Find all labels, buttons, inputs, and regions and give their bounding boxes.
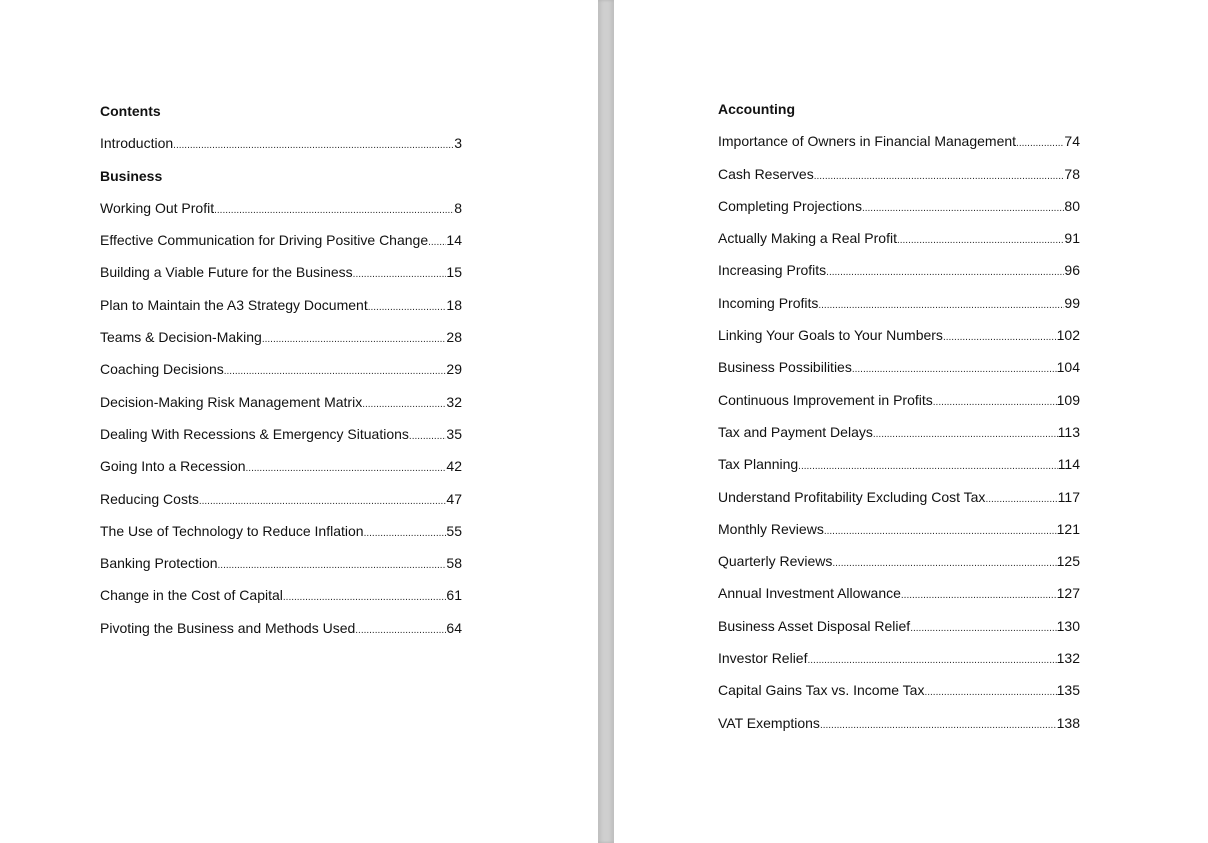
toc-entry-page: 32 <box>446 393 462 410</box>
dot-leader <box>224 362 447 382</box>
toc-entry-title: Plan to Maintain the A3 Strategy Document <box>100 296 368 313</box>
toc-entry-title: Understand Profitability Excluding Cost Tax <box>718 488 986 505</box>
toc-entry-page: 96 <box>1064 262 1080 279</box>
toc-entry[interactable] <box>718 131 1080 151</box>
toc-entry-page: 42 <box>446 458 462 475</box>
toc-column-left <box>100 101 462 650</box>
toc-entry[interactable] <box>718 325 1080 345</box>
dot-leader <box>368 298 447 318</box>
toc-entry[interactable] <box>100 424 462 444</box>
dot-leader <box>173 136 454 156</box>
toc-entry-title: Continuous Improvement in Profits <box>718 391 933 408</box>
toc-entry-title: Capital Gains Tax vs. Income Tax <box>718 682 925 699</box>
toc-entry[interactable] <box>718 390 1080 410</box>
dot-leader <box>852 360 1057 380</box>
page-gutter <box>598 0 614 843</box>
toc-entry-title: Cash Reserves <box>718 165 814 182</box>
toc-entry[interactable] <box>718 616 1080 636</box>
toc-entry-title: Change in the Cost of Capital <box>100 587 283 604</box>
toc-entry-page: 104 <box>1056 359 1080 376</box>
toc-entry[interactable] <box>100 230 462 250</box>
toc-entry[interactable] <box>100 198 462 218</box>
dot-leader <box>246 459 447 479</box>
toc-entry[interactable] <box>718 260 1080 280</box>
toc-entry-page: 18 <box>446 296 462 313</box>
section-heading-accounting: Accounting <box>718 101 795 117</box>
toc-entry-title: Tax Planning <box>718 456 799 473</box>
toc-entry[interactable] <box>718 519 1080 539</box>
dot-leader <box>897 231 1064 251</box>
toc-entry-page: 130 <box>1056 617 1080 634</box>
toc-entry-page: 80 <box>1064 197 1080 214</box>
toc-entry-page: 8 <box>454 199 462 216</box>
toc-entry-page: 114 <box>1057 456 1080 473</box>
toc-entry[interactable] <box>100 618 462 638</box>
toc-entry-page: 58 <box>446 555 462 572</box>
toc-entry-title: Working Out Profit <box>100 199 215 216</box>
toc-entry[interactable] <box>718 228 1080 248</box>
toc-entry-title: Completing Projections <box>718 197 862 214</box>
toc-entry-title: Increasing Profits <box>718 262 827 279</box>
dot-leader <box>814 167 1065 187</box>
toc-entry[interactable] <box>100 327 462 347</box>
section-heading-business: Business <box>100 167 163 184</box>
toc-entry-page: 28 <box>446 329 462 346</box>
dot-leader <box>428 233 446 253</box>
toc-entry-title: Business Asset Disposal Relief <box>718 617 911 634</box>
toc-entry[interactable] <box>100 489 462 509</box>
toc-entry-page: 109 <box>1056 391 1080 408</box>
dot-leader <box>901 586 1057 606</box>
dot-leader <box>943 328 1057 348</box>
toc-entry-page: 47 <box>446 490 462 507</box>
toc-entry-title: Banking Protection <box>100 555 218 572</box>
toc-entry-title: Reducing Costs <box>100 490 199 507</box>
toc-entry[interactable] <box>718 164 1080 184</box>
toc-entry-page: 15 <box>446 264 462 281</box>
toc-entry[interactable] <box>718 196 1080 216</box>
toc-entry[interactable] <box>718 680 1080 700</box>
toc-entry[interactable] <box>100 456 462 476</box>
toc-entry-title: Pivoting the Business and Methods Used <box>100 619 356 636</box>
dot-leader <box>826 263 1064 283</box>
dot-leader <box>353 265 447 285</box>
dot-leader <box>818 296 1064 316</box>
toc-entry-title: Teams & Decision-Making <box>100 329 262 346</box>
toc-entry-page: 113 <box>1057 423 1080 440</box>
dot-leader <box>862 199 1064 219</box>
toc-entry[interactable] <box>718 487 1080 507</box>
contents-heading: Contents <box>100 103 161 119</box>
toc-entry[interactable] <box>100 585 462 605</box>
toc-entry-page: 64 <box>446 619 462 636</box>
toc-entry-page: 135 <box>1056 682 1080 699</box>
toc-entry-page: 125 <box>1056 553 1080 570</box>
dot-leader <box>1016 134 1064 154</box>
toc-entry[interactable] <box>718 422 1080 442</box>
dot-leader <box>873 425 1058 445</box>
dot-leader <box>362 395 446 415</box>
toc-entry-title: VAT Exemptions <box>718 714 820 731</box>
toc-entry-page: 102 <box>1056 327 1080 344</box>
dot-leader <box>807 651 1056 671</box>
dot-leader <box>985 490 1057 510</box>
toc-entry[interactable] <box>718 357 1080 377</box>
dot-leader <box>910 619 1056 639</box>
toc-entry[interactable] <box>718 648 1080 668</box>
toc-entry-page: 61 <box>446 587 462 604</box>
toc-entry-title: Tax and Payment Delays <box>718 423 873 440</box>
toc-entry-page: 78 <box>1064 165 1080 182</box>
toc-entry-title: Decision-Making Risk Management Matrix <box>100 393 363 410</box>
toc-column-right <box>718 99 1080 745</box>
toc-entry-page: 29 <box>446 361 462 378</box>
right-page <box>614 0 1208 843</box>
toc-list-business <box>100 198 462 638</box>
left-page <box>0 0 598 843</box>
toc-entry-page: 14 <box>446 232 462 249</box>
dot-leader <box>798 457 1058 477</box>
toc-entry-page: 117 <box>1057 488 1080 505</box>
toc-entry-page: 132 <box>1056 650 1080 667</box>
dot-leader <box>199 492 447 512</box>
toc-entry-title: Quarterly Reviews <box>718 553 833 570</box>
dot-leader <box>824 522 1057 542</box>
dot-leader <box>364 524 447 544</box>
toc-entry[interactable] <box>718 293 1080 313</box>
toc-entry[interactable] <box>718 583 1080 603</box>
toc-entry-page: 99 <box>1064 294 1080 311</box>
dot-leader <box>924 683 1056 703</box>
toc-entry-title: Linking Your Goals to Your Numbers <box>718 327 943 344</box>
toc-entry-page: 127 <box>1056 585 1080 602</box>
toc-entry-page: 35 <box>446 425 462 442</box>
toc-entry[interactable] <box>718 551 1080 571</box>
dot-leader <box>820 716 1057 736</box>
toc-entry-title: Dealing With Recessions & Emergency Situations <box>100 425 409 442</box>
toc-entry[interactable] <box>100 262 462 282</box>
toc-entry-title: Investor Relief <box>718 650 808 667</box>
toc-entry-title: Business Possibilities <box>718 359 852 376</box>
dot-leader <box>933 393 1057 413</box>
toc-entry[interactable] <box>100 392 462 412</box>
toc-entry[interactable] <box>718 713 1080 733</box>
dot-leader <box>355 621 446 641</box>
toc-entry-title: Importance of Owners in Financial Management <box>718 133 1017 150</box>
dot-leader <box>218 556 447 576</box>
toc-entry-page: 138 <box>1056 714 1080 731</box>
toc-entry-title: Building a Viable Future for the Business <box>100 264 353 281</box>
dot-leader <box>262 330 447 350</box>
toc-entry-title: Actually Making a Real Profit <box>718 230 897 247</box>
toc-entry-title: Introduction <box>100 135 174 152</box>
toc-entry-title: Going Into a Recession <box>100 458 246 475</box>
toc-list-accounting <box>718 131 1080 732</box>
toc-entry-title: Incoming Profits <box>718 294 819 311</box>
toc-entry-title: The Use of Technology to Reduce Inflation <box>100 522 364 539</box>
toc-entry[interactable] <box>100 295 462 315</box>
dot-leader <box>409 427 447 447</box>
toc-entry[interactable] <box>100 553 462 573</box>
dot-leader <box>283 588 447 608</box>
toc-entry-title: Coaching Decisions <box>100 361 224 378</box>
toc-entry-title: Effective Communication for Driving Positive Change <box>100 232 429 249</box>
toc-entry-page: 74 <box>1064 133 1080 150</box>
toc-entry-title: Monthly Reviews <box>718 520 824 537</box>
toc-entry[interactable] <box>100 359 462 379</box>
toc-entry[interactable] <box>718 454 1080 474</box>
toc-entry-page: 3 <box>454 135 462 152</box>
toc-entry[interactable] <box>100 133 462 153</box>
dot-leader <box>832 554 1056 574</box>
toc-entry-page: 121 <box>1056 520 1080 537</box>
dot-leader <box>214 201 454 221</box>
toc-entry-title: Annual Investment Allowance <box>718 585 901 602</box>
toc-entry[interactable] <box>100 521 462 541</box>
toc-entry-page: 55 <box>446 522 462 539</box>
toc-entry-page: 91 <box>1064 230 1080 247</box>
